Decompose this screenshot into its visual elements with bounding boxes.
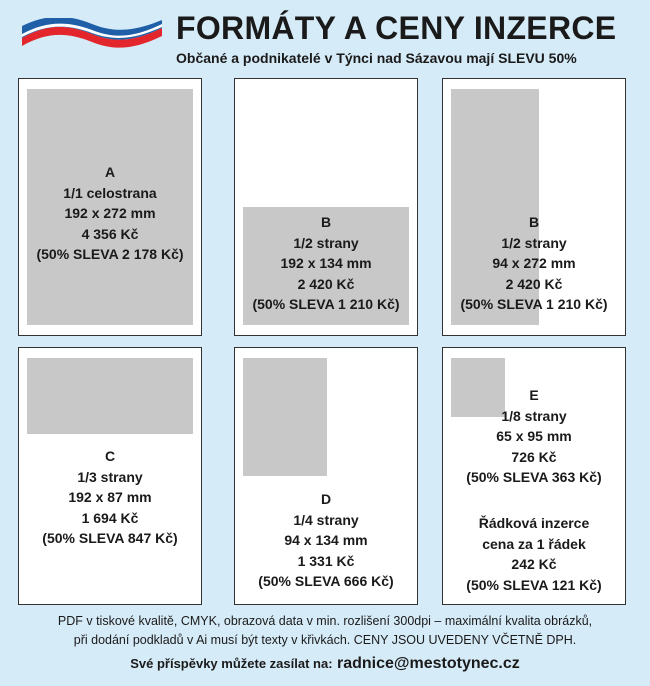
format-discount: (50% SLEVA 1 210 Kč): [252, 296, 400, 312]
format-price: 1 331 Kč: [297, 552, 355, 569]
format-card-c: [18, 347, 202, 605]
format-size: 192 x 134 mm: [280, 255, 372, 271]
format-letter: A: [104, 164, 116, 180]
format-card-b-horizontal: [234, 78, 418, 336]
format-area-d: [243, 358, 327, 476]
format-discount: (50% SLEVA 666 Kč): [258, 573, 394, 589]
format-size: 94 x 134 mm: [284, 532, 368, 548]
page-title: FORMÁTY A CENY INZERCE: [176, 10, 617, 46]
contact-email-link[interactable]: radnice@mestotynec.cz: [336, 655, 520, 672]
format-text-b-vertical: [443, 212, 625, 315]
format-price: 4 356 Kč: [81, 225, 139, 242]
line-ad-unit: cena za 1 řádek: [482, 535, 586, 552]
footer-note-2: při dodání podkladů v Ai musí být texty v křivkách. CENY JSOU UVEDENY VČETNĚ DPH.: [73, 633, 577, 647]
format-letter: E: [529, 387, 539, 403]
format-discount: (50% SLEVA 2 178 Kč): [36, 246, 184, 262]
format-size: 94 x 272 mm: [492, 255, 576, 271]
format-discount: (50% SLEVA 363 Kč): [466, 469, 602, 485]
format-size: 192 x 87 mm: [68, 489, 152, 505]
line-ad-text: [443, 513, 625, 595]
czech-flag-logo: [22, 18, 162, 52]
format-card-e: [442, 347, 626, 605]
format-letter: D: [320, 491, 332, 507]
format-letter: B: [320, 214, 332, 230]
line-ad-discount: (50% SLEVA 121 Kč): [466, 576, 602, 593]
format-name: 1/4 strany: [293, 511, 359, 528]
format-size: 65 x 95 mm: [496, 428, 572, 444]
format-card-b-vertical: [442, 78, 626, 336]
format-text-a: [19, 162, 201, 265]
format-text-e: [443, 385, 625, 488]
format-price: 1 694 Kč: [81, 509, 139, 526]
format-price: 726 Kč: [511, 448, 557, 465]
format-letter: C: [104, 448, 116, 464]
format-name: 1/2 strany: [501, 234, 567, 251]
contact-label: Své příspěvky můžete zasílat na:: [130, 656, 333, 671]
format-price: 2 420 Kč: [505, 275, 563, 292]
format-text-c: [19, 446, 201, 549]
format-name: 1/8 strany: [501, 407, 567, 424]
format-text-b-horizontal: [235, 212, 417, 315]
format-area-c: [27, 358, 193, 434]
page-subtitle: Občané a podnikatelé v Týnci nad Sázavou mají SLEVU 50%: [176, 50, 577, 66]
format-card-d: [234, 347, 418, 605]
footer-note-1: PDF v tiskové kvalitě, CMYK, obrazová data v min. rozlišení 300dpi – maximální kvalita obrázků,: [57, 614, 593, 628]
contact-line: [0, 655, 650, 673]
format-discount: (50% SLEVA 1 210 Kč): [460, 296, 608, 312]
format-letter: B: [528, 214, 540, 230]
format-discount: (50% SLEVA 847 Kč): [42, 530, 178, 546]
format-text-d: [235, 489, 417, 592]
format-name: 1/2 strany: [293, 234, 359, 251]
format-name: 1/1 celostrana: [63, 184, 157, 201]
format-size: 192 x 272 mm: [64, 205, 156, 221]
format-price: 2 420 Kč: [297, 275, 355, 292]
line-ad-title: Řádková inzerce: [478, 515, 590, 531]
format-name: 1/3 strany: [77, 468, 143, 485]
format-card-a: [18, 78, 202, 336]
line-ad-price: 242 Kč: [511, 556, 557, 572]
